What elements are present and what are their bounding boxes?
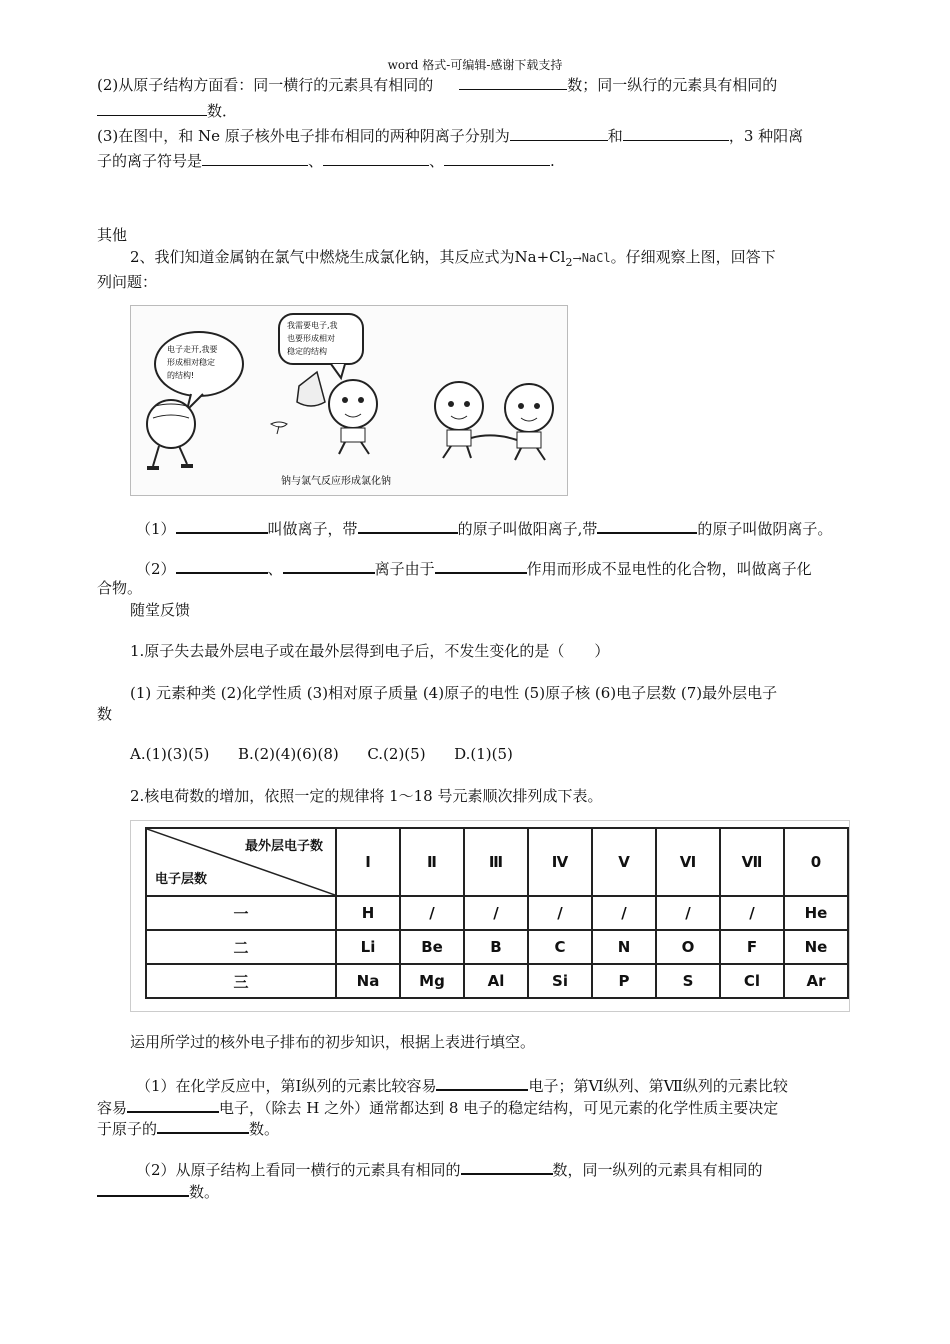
fb1-options[interactable]: A.(1)(3)(5) B.(2)(4)(6)(8) C.(2)(5) D.(1)(5) xyxy=(130,745,513,763)
q2-sub1-text-c: 的原子叫做阳离子,带 xyxy=(457,520,598,538)
bubble-left-line1: 电子走开,我要 xyxy=(167,345,218,354)
fb2-sub2-blank-1[interactable] xyxy=(461,1158,553,1175)
cone-hat-icon xyxy=(297,372,325,406)
table-cell: Ne xyxy=(784,930,848,964)
chloride-ion-character-head xyxy=(505,384,553,432)
fb2-instruction: 运用所学过的核外电子排布的初步知识，根据上表进行填空。 xyxy=(130,1033,536,1051)
column-header: 0 xyxy=(784,828,848,896)
fb2-sub2-text-a: （2）从原子结构上看同一横行的元素具有相同的 xyxy=(136,1161,461,1179)
row-label: 一 xyxy=(146,896,336,930)
prev-q3-line1 xyxy=(97,125,803,146)
fb2-sub1-line2 xyxy=(97,1096,778,1118)
diag-bottom-label: 电子层数 xyxy=(155,872,208,887)
fb1-question: 1.原子失去最外层电子或在最外层得到电子后，不发生变化的是（ ） xyxy=(130,642,610,660)
row-label: 三 xyxy=(146,964,336,998)
prev-q3-blank-3[interactable] xyxy=(202,150,308,166)
prev-q3-line2 xyxy=(97,150,555,171)
prev-q3-text-b: 和 xyxy=(607,127,623,145)
fb2-question: 2.核电荷数的增加，依照一定的规律将 1～18 号元素顺次排列成下表。 xyxy=(130,787,603,805)
page-header: word 格式-可编辑-感谢下载支持 xyxy=(387,58,563,72)
prev-q3-blank-1[interactable] xyxy=(510,125,608,141)
section-feedback-title: 随堂反馈 xyxy=(130,601,191,619)
fb2-sub2-line2 xyxy=(97,1180,219,1202)
cartoon-caption: 钠与氯气反应形成氯化钠 xyxy=(281,476,391,487)
table-cell: H xyxy=(336,896,400,930)
q2-sub1-text-b: 叫做离子，带 xyxy=(267,520,358,538)
q2-sub2-text-c: 离子由于 xyxy=(374,560,435,578)
fb2-sub1-line1 xyxy=(136,1074,788,1096)
bubble-middle-line2: 也要形成相对 xyxy=(287,334,335,343)
q2-sub2-line1 xyxy=(136,557,812,579)
fb1-items-line2: 数 xyxy=(97,705,113,723)
table-cell: O xyxy=(656,930,720,964)
table-cell: Be xyxy=(400,930,464,964)
prev-q2-line1 xyxy=(97,74,777,95)
fb2-sub1-blank-1[interactable] xyxy=(436,1074,528,1091)
fb2-sub1-line3 xyxy=(97,1117,279,1139)
fb2-sub1-text-e: 于原子的 xyxy=(97,1120,158,1138)
element-table xyxy=(145,827,849,999)
element-table-figure xyxy=(130,820,850,1012)
prev-q2-text-a: (2)从原子结构方面看：同一横行的元素具有相同的 xyxy=(97,76,434,94)
bubble-left-line3: 的结构! xyxy=(167,371,195,380)
fb2-sub1-text-d: 电子，（除去 H 之外）通常都达到 8 电子的稳定结构，可见元素的化学性质主要决定 xyxy=(219,1099,779,1117)
q2-sub1-blank-2[interactable] xyxy=(358,517,458,534)
q2-equation-left: Na+Cl xyxy=(514,248,566,266)
table-cell: / xyxy=(528,896,592,930)
column-header: Ⅱ xyxy=(400,828,464,896)
table-cell: C xyxy=(528,930,592,964)
holding-hands-line xyxy=(471,435,517,440)
column-header: Ⅴ xyxy=(592,828,656,896)
q2-intro-line2: 列问题： xyxy=(97,273,158,291)
prev-q3-text-d: 子的离子符号是 xyxy=(97,152,203,170)
table-cell: N xyxy=(592,930,656,964)
diag-top-label: 最外层电子数 xyxy=(244,839,323,854)
table-cell: / xyxy=(592,896,656,930)
table-cell: He xyxy=(784,896,848,930)
column-header: Ⅵ xyxy=(656,828,720,896)
fb1-items-line1: (1) 元素种类 (2)化学性质 (3)相对原子质量 (4)原子的电性 (5)原子核 (6)电子层数 (7)最外层电子 xyxy=(130,684,778,702)
q2-sub2-blank-1[interactable] xyxy=(176,557,268,574)
cartoon-drawing xyxy=(131,306,567,495)
q2-sub2-text-d: 作用而形成不显电性的化合物，叫做离子化 xyxy=(526,560,812,578)
sodium-chlorine-cartoon xyxy=(130,305,568,496)
sodium-character-head xyxy=(147,400,195,448)
q2-equation-sub: 2 xyxy=(565,256,573,269)
prev-q2-text-c: 数． xyxy=(207,102,238,120)
table-cell: Cl xyxy=(720,964,784,998)
column-header: Ⅰ xyxy=(336,828,400,896)
table-cell: Mg xyxy=(400,964,464,998)
prev-q3-end: . xyxy=(550,152,555,170)
fb2-sub1-text-f: 数。 xyxy=(249,1120,280,1138)
prev-q3-blank-5[interactable] xyxy=(444,150,550,166)
q2-sub2-blank-3[interactable] xyxy=(435,557,527,574)
table-cell: Na xyxy=(336,964,400,998)
bubble-middle-line1: 我需要电子,我 xyxy=(287,321,338,330)
table-cell: Li xyxy=(336,930,400,964)
prev-q3-blank-4[interactable] xyxy=(323,150,429,166)
prev-q3-sep1: 、 xyxy=(308,152,324,170)
table-cell: / xyxy=(656,896,720,930)
column-header: Ⅳ xyxy=(528,828,592,896)
table-cell: B xyxy=(464,930,528,964)
q2-sub1-blank-3[interactable] xyxy=(597,517,697,534)
fb2-sub1-text-a: （1）在化学反应中，第Ⅰ纵列的元素比较容易 xyxy=(136,1077,437,1095)
column-header: Ⅲ xyxy=(464,828,528,896)
q2-equation-right: NaCl xyxy=(581,251,611,265)
q2-sub2-line2: 合物。 xyxy=(97,579,143,597)
q2-sub2-blank-2[interactable] xyxy=(283,557,375,574)
section-other-title: 其他 xyxy=(97,226,128,244)
arrow-icon: → xyxy=(572,252,582,265)
q2-sub2-text-a: （2） xyxy=(136,560,176,578)
fb2-sub2-blank-2[interactable] xyxy=(97,1180,189,1197)
table-cell: Ar xyxy=(784,964,848,998)
table-cell: / xyxy=(400,896,464,930)
fb2-sub2-text-b: 数，同一纵列的元素具有相同的 xyxy=(552,1161,763,1179)
prev-q2-blank-1[interactable] xyxy=(459,74,567,90)
q2-sub1-blank-1[interactable] xyxy=(176,517,268,534)
prev-q3-text-a: (3)在图中，和 Ne 原子核外电子排布相同的两种阴离子分别为 xyxy=(97,127,510,145)
speech-bubble-middle-tail xyxy=(331,364,345,378)
row-label: 二 xyxy=(146,930,336,964)
fb2-sub1-blank-2[interactable] xyxy=(127,1096,219,1113)
bubble-left-line2: 形成相对稳定 xyxy=(167,358,215,367)
table-cell: F xyxy=(720,930,784,964)
prev-q3-text-c: ，3 种阳离 xyxy=(728,127,804,145)
fb2-sub2-line1 xyxy=(136,1158,763,1180)
fb2-sub1-blank-3[interactable] xyxy=(157,1117,249,1134)
table-diagonal-cell xyxy=(146,828,336,896)
bubble-middle-line3: 稳定的结构 xyxy=(287,347,327,356)
table-cell: / xyxy=(720,896,784,930)
table-cell: Al xyxy=(464,964,528,998)
sodium-ion-character-head xyxy=(435,382,483,430)
q2-sub2-text-b: 、 xyxy=(267,560,283,578)
prev-q3-sep2: 、 xyxy=(429,152,445,170)
fb2-sub1-text-b: 电子；第Ⅵ纵列、第Ⅶ纵列的元素比较 xyxy=(528,1077,788,1095)
table-cell: S xyxy=(656,964,720,998)
q2-intro-line1 xyxy=(130,247,776,273)
prev-q2-blank-2[interactable] xyxy=(97,100,207,116)
table-row xyxy=(146,964,848,998)
q2-sub1-text-d: 的原子叫做阴离子。 xyxy=(697,520,833,538)
prev-q3-blank-2[interactable] xyxy=(623,125,729,141)
q2-sub1-text-a: （1） xyxy=(136,520,176,538)
q2-intro-text-a: 2、我们知道金属钠在氯气中燃烧生成氯化钠，其反应式为 xyxy=(130,248,515,266)
prev-q2-text-b: 数；同一纵行的元素具有相同的 xyxy=(567,76,778,94)
chlorine-character-head xyxy=(329,380,377,428)
fb2-sub1-text-c: 容易 xyxy=(97,1099,128,1117)
table-cell: Si xyxy=(528,964,592,998)
table-cell: / xyxy=(464,896,528,930)
fb2-sub2-text-c: 数。 xyxy=(189,1183,220,1201)
q2-sub1 xyxy=(136,517,832,539)
q2-intro-text-b: 。仔细观察上图，回答下 xyxy=(610,248,776,266)
prev-q2-line2 xyxy=(97,100,237,121)
table-row xyxy=(146,896,848,930)
table-cell: P xyxy=(592,964,656,998)
table-header-row xyxy=(146,828,848,896)
column-header: Ⅶ xyxy=(720,828,784,896)
table-row xyxy=(146,930,848,964)
